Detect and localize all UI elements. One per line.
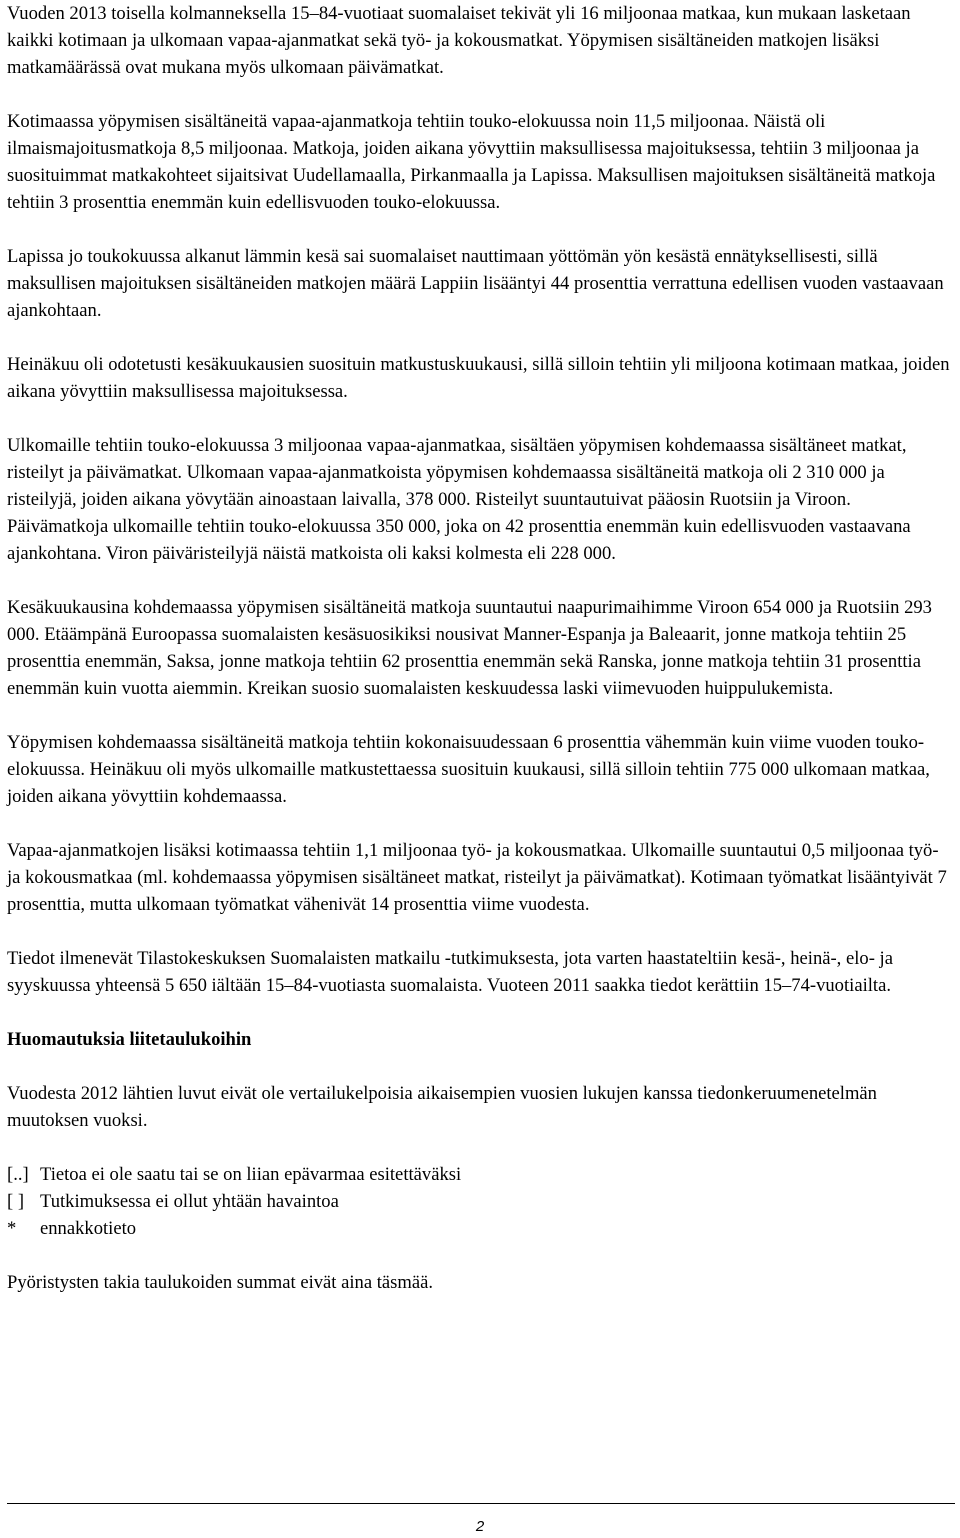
symbol-mark: [..] [7, 1164, 29, 1185]
paragraph-data-source: Tiedot ilmenevät Tilastokeskuksen Suomalaisten matkailu -tutkimuksesta, jota varten haastateltiin kesä-, heinä-, elo- ja syyskuussa yhteensä 5 650 iältään 15–84-vuotiasta suomalaista. Vuoteen 2011 saakka tiedot kerättiin 15–74-vuotiailta. [7, 948, 893, 996]
paragraph-trips-total: Vuoden 2013 toisella kolmanneksella 15–84-vuotiaat suomalaiset tekivät yli 16 miljoonaa matkaa, kun mukaan lasketaan kaikki kotimaan ja ulkomaan vapaa-ajanmatkat sekä työ- ja kokousmatkat. Yöpymisen sisältäneiden matkojen lisäksi matkamäärässä ovat mukana myös ulkomaan päivämatkat. [7, 3, 911, 78]
symbol-description: Tutkimuksessa ei ollut yhtään havaintoa [40, 1191, 339, 1212]
symbol-description: Tietoa ei ole saatu tai se on liian epävarmaa esitettäväksi [40, 1164, 462, 1185]
symbol-mark: * [7, 1218, 17, 1239]
paragraph-abroad-trips: Ulkomaille tehtiin touko-elokuussa 3 miljoonaa vapaa-ajanmatkaa, sisältäen yöpymisen kohdemaassa sisältäneet matkat, risteilyt ja päivämatkat. Ulkomaan vapaa-ajanmatkoista yöpymisen kohdemaassa sisältäneitä matkoja oli 2 310 000 ja risteilyjä, joiden aikana yövytään ainoastaan laivalla, 378 000. Risteilyt suuntautuivat pääosin Ruotsiin ja Viroon. Päivämatkoja ulkomaille tehtiin touko-elokuussa 350 000, joka on 42 prosenttia enemmän kuin edellisvuoden vastaavana ajankohtana. Viron päiväristeilyjä näistä matkoista oli kaksi kolmesta eli 228 000. [7, 435, 911, 564]
page-number: 2 [475, 1518, 485, 1535]
symbol-description: ennakkotieto [40, 1218, 137, 1239]
paragraph-july: Heinäkuu oli odotetusti kesäkuukausien suosituin matkustuskuukausi, sillä silloin tehtiin yli miljoona kotimaan matkaa, joiden aikana yövyttiin maksullisessa majoituksessa. [7, 354, 950, 402]
document-page [7, 0, 955, 1323]
rounding-note: Pyöristysten takia taulukoiden summat eivät aina täsmää. [7, 1272, 434, 1293]
notes-intro: Vuodesta 2012 lähtien luvut eivät ole vertailukelpoisia aikaisempien vuosien lukujen kanssa tiedonkeruumenetelmän muutoksen vuoksi. [7, 1083, 877, 1131]
symbol-legend-item [7, 1188, 955, 1215]
paragraph-summer-destinations: Kesäkuukausina kohdemaassa yöpymisen sisältäneitä matkoja suuntautui naapurimaihimme Viroon 654 000 ja Ruotsiin 293 000. Etäämpänä Euroopassa suomalaisten kesäsuosikiksi nousivat Manner-Espanja ja Baleaarit, jonne matkoja tehtiin 25 prosenttia enemmän, Saksa, jonne matkoja tehtiin 62 prosenttia enemmän sekä Ranska, jonne matkoja tehtiin 31 prosenttia enemmän kuin vuotta aiemmin. Kreikan suosio suomalaisten keskuudessa laski viimevuoden huippulukemista. [7, 597, 932, 699]
paragraph-overnight-abroad: Yöpymisen kohdemaassa sisältäneitä matkoja tehtiin kokonaisuudessaan 6 prosenttia vähemmän kuin viime vuoden touko-elokuussa. Heinäkuu oli myös ulkomaille matkustettaessa suosituin kuukausi, sillä silloin tehtiin 775 000 ulkomaan matkaa, joiden aikana yövyttiin kohdemaassa. [7, 732, 930, 807]
symbol-legend [7, 1161, 955, 1242]
paragraph-business-trips: Vapaa-ajanmatkojen lisäksi kotimaassa tehtiin 1,1 miljoonaa työ- ja kokousmatkaa. Ulkomaille suuntautui 0,5 miljoonaa työ- ja kokousmatkaa (ml. kohdemaassa yöpymisen sisältäneet matkat, risteilyt ja päivämatkat). Kotimaan työmatkat lisääntyivät 7 prosenttia, mutta ulkomaan työmatkat vähenivät 14 prosenttia viime vuodesta. [7, 840, 947, 915]
notes-heading: Huomautuksia liitetaulukoihin [7, 1029, 252, 1050]
symbol-legend-item [7, 1215, 955, 1242]
footer-divider [7, 1503, 955, 1504]
symbol-mark: [ ] [7, 1191, 25, 1212]
paragraph-domestic-trips: Kotimaassa yöpymisen sisältäneitä vapaa-ajanmatkoja tehtiin touko-elokuussa noin 11,5 miljoonaa. Näistä oli ilmaismajoitusmatkoja 8,5 miljoonaa. Matkoja, joiden aikana yövyttiin maksullisessa majoituksessa, tehtiin 3 miljoonaa ja suosituimmat matkakohteet sijaitsivat Uudellamaalla, Pirkanmaalla ja Lapissa. Maksullisen majoituksen sisältäneitä matkoja tehtiin 3 prosenttia enemmän kuin edellisvuoden touko-elokuussa. [7, 111, 936, 213]
symbol-legend-item [7, 1161, 955, 1188]
paragraph-lapland: Lapissa jo toukokuussa alkanut lämmin kesä sai suomalaiset nauttimaan yöttömän yön kesästä ennätyksellisesti, sillä maksullisen majoituksen sisältäneiden matkojen määrä Lappiin lisääntyi 44 prosenttia verrattuna edellisen vuoden vastaavaan ajankohtaan. [7, 246, 944, 321]
